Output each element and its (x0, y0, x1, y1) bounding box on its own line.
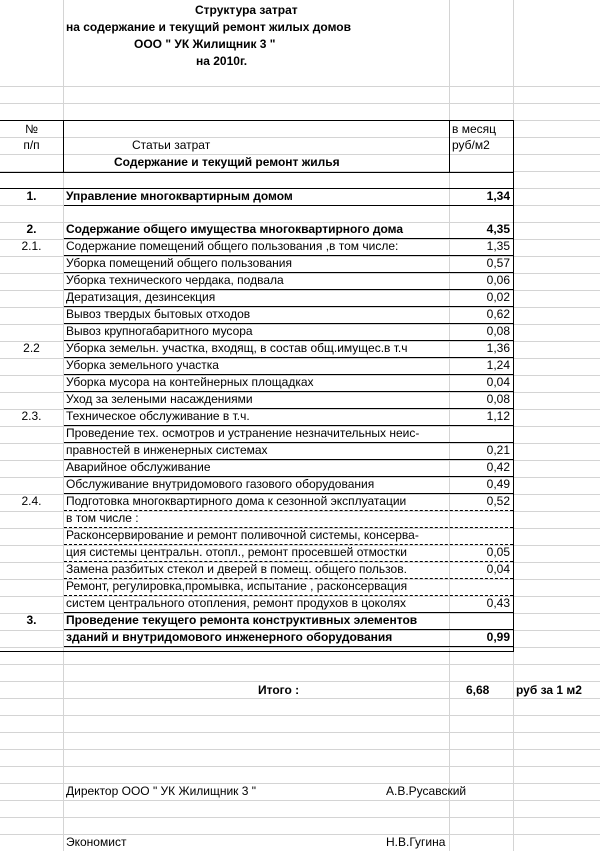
row-item: Уборка земельного участка (66, 358, 219, 372)
total-unit: руб за 1 м2 (516, 683, 582, 697)
row-number: 2.1. (21, 239, 42, 253)
total-value: 6,68 (466, 683, 490, 697)
row-item: Расконсервирование и ремонт поливочной системы, консерва- (66, 528, 419, 542)
row-number: 2.2 (23, 341, 40, 355)
row-value: 0,06 (486, 273, 510, 287)
row-value: 0,52 (486, 494, 510, 508)
header-rate-unit: руб/м2 (452, 138, 490, 152)
row-item: зданий и внутридомового инженерного оборудования (66, 630, 393, 644)
signature-name-director: А.В.Русавский (386, 784, 467, 798)
report-year: на 2010г. (196, 54, 248, 68)
header-items: Статьи затрат (132, 138, 211, 152)
company-name: ООО " УК Жилищник 3 " (134, 37, 276, 51)
row-number: 2.4. (21, 494, 42, 508)
report-title: Структура затрат (195, 3, 298, 17)
row-item: Замена разбитых стекол и дверей в помещ. общего пользов. (66, 562, 407, 576)
row-item: в том числе : (66, 511, 139, 525)
row-item: Содержание общего имущества многоквартирного дома (66, 222, 404, 236)
row-item: Уборка земельн. участка, входящ, в состав общ.имущес.в т.ч (66, 341, 408, 355)
row-item: Подготовка многоквартирного дома к сезонной эксплуатации (66, 494, 407, 508)
header-num: № (25, 122, 38, 136)
row-item: Проведение тех. осмотров и устранение незначительных неис- (66, 426, 420, 440)
row-value: 0,21 (486, 443, 510, 457)
row-item: Ремонт, регулировка,промывка, испытание , расконсервация (66, 579, 408, 593)
row-value: 0,57 (486, 256, 510, 270)
row-item: систем центрального отопления, ремонт продухов в цоколях (66, 596, 406, 610)
row-item: Дератизация, дезинсекция (66, 290, 216, 304)
row-item: ция системы центральн. отопл., ремонт просевшей отмостки (66, 545, 407, 559)
row-value: 1,34 (486, 189, 510, 203)
row-item: Уборка помещений общего пользования (66, 256, 293, 270)
header-num-sub: п/п (23, 138, 40, 152)
row-item: Содержание помещений общего пользования ,в том числе: (66, 239, 399, 253)
row-item: Вывоз крупногабаритного мусора (66, 324, 253, 338)
row-value: 1,12 (486, 409, 510, 423)
row-number: 3. (26, 613, 37, 627)
row-value: 0,02 (486, 290, 510, 304)
total-label: Итого : (258, 683, 300, 697)
row-value: 0,43 (486, 596, 510, 610)
row-item: Проведение текущего ремонта конструктивных элементов (66, 613, 418, 627)
row-item: Уборка технического чердака, подвала (66, 273, 284, 287)
row-number: 2.3. (21, 409, 42, 423)
row-value: 1,35 (486, 239, 510, 253)
row-item: Обслуживание внутридомового газового оборудования (66, 477, 375, 491)
section-title: Содержание и текущий ремонт жилья (114, 155, 340, 169)
row-value: 0,62 (486, 307, 510, 321)
row-item: Уход за зелеными насаждениями (66, 392, 253, 406)
header-rate: в месяц (452, 122, 497, 136)
row-item: Техническое обслуживание в т.ч. (66, 409, 250, 423)
row-number: 2. (26, 222, 37, 236)
signature-name-economist: Н.В.Гугина (386, 835, 446, 849)
row-value: 0,08 (486, 392, 510, 406)
row-value: 0,04 (486, 375, 510, 389)
row-number: 1. (26, 189, 37, 203)
row-value: 0,08 (486, 324, 510, 338)
row-value: 4,35 (486, 222, 510, 236)
signature-role-economist: Экономист (66, 835, 127, 849)
row-value: 0,99 (486, 630, 510, 644)
row-value: 0,42 (486, 460, 510, 474)
row-value: 0,04 (486, 562, 510, 576)
row-value: 1,36 (486, 341, 510, 355)
row-value: 1,24 (486, 358, 510, 372)
row-item: Аварийное обслуживание (66, 460, 211, 474)
report-subtitle: на содержание и текущий ремонт жилых домов (66, 20, 352, 34)
row-item: Управление многоквартирным домом (66, 189, 293, 203)
row-value: 0,49 (486, 477, 510, 491)
signature-role-director: Директор ООО " УК Жилищник 3 " (66, 784, 257, 798)
row-item: Уборка мусора на контейнерных площадках (66, 375, 314, 389)
row-item: Вывоз твердых бытовых отходов (66, 307, 251, 321)
row-item: правностей в инженерных системах (66, 443, 268, 457)
row-value: 0,05 (486, 545, 510, 559)
